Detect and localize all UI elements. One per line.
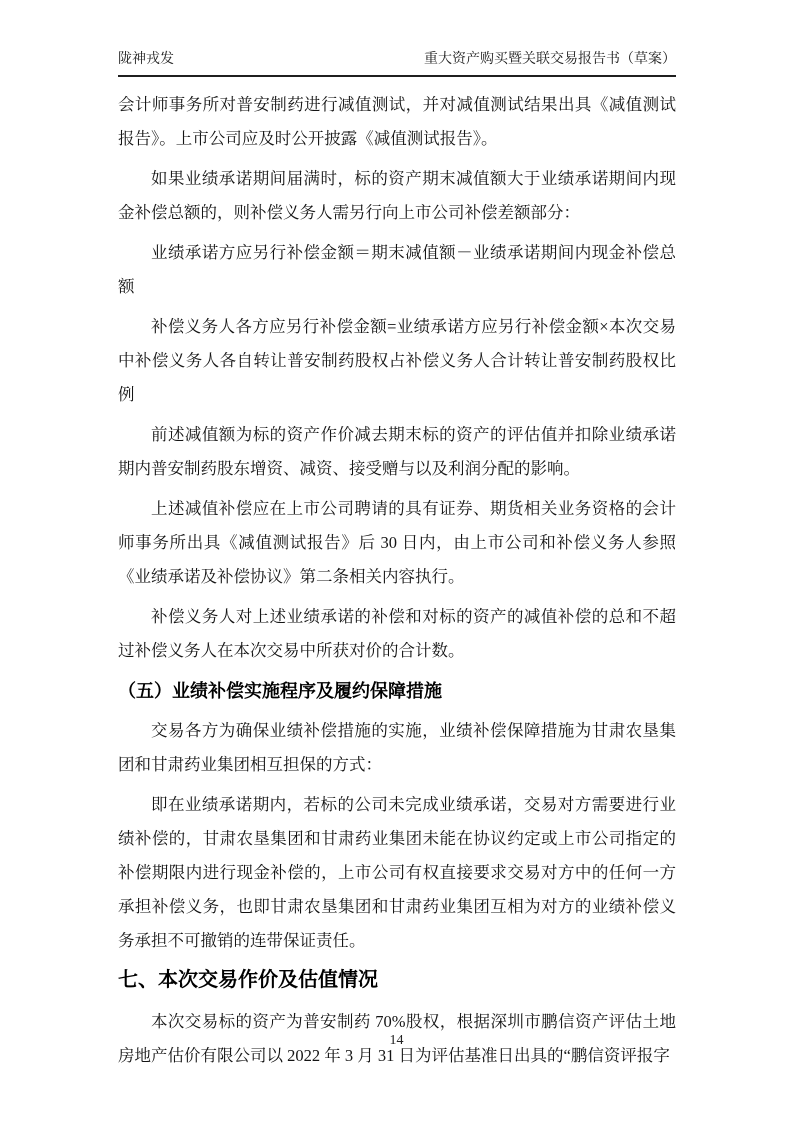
- paragraph-impairment-definition: 前述减值额为标的资产作价减去期末标的资产的评估值并扣除业绩承诺期内普安制药股东增资、减资、接受赠与以及利润分配的影响。: [118, 425, 676, 478]
- paragraph-compensation-cap: 补偿义务人对上述业绩承诺的补偿和对标的资产的减值补偿的总和不超过补偿义务人在本次交易中所获对价的合计数。: [118, 607, 676, 660]
- page-header: [118, 48, 676, 77]
- paragraph-impairment-compensation-execution: 上述减值补偿应在上市公司聘请的具有证券、期货相关业务资格的会计师事务所出具《减值测试报告》后 30 日内，由上市公司和补偿义务人参照《业绩承诺及补偿协议》第二条相关内容执行。: [118, 499, 676, 586]
- header-company-name: 陇神戎发: [118, 52, 174, 67]
- header-report-title: 重大资产购买暨关联交易报告书（草案）: [424, 52, 676, 67]
- paragraph-impairment-exceeds-cash-compensation: 如果业绩承诺期间届满时，标的资产期末减值额大于业绩承诺期间内现金补偿总额的，则补偿义务人需另行向上市公司补偿差额部分：: [118, 169, 676, 222]
- paragraph-formula-additional-compensation: 业绩承诺方应另行补偿金额＝期末减值额－业绩承诺期间内现金补偿总额: [118, 243, 676, 296]
- page-number: 14: [389, 1033, 404, 1048]
- chapter-heading-7-pricing-valuation: 七、本次交易作价及估值情况: [118, 969, 378, 991]
- paragraph-valuation-basis: 本次交易标的资产为普安制药 70%股权，根据深圳市鹏信资产评估土地房地产估价有限公司以 2022 年 3 月 31 日为评估基准日出具的“鹏信资评报字: [118, 1012, 676, 1065]
- page-footer: [0, 1033, 793, 1049]
- document-body: [118, 88, 676, 1079]
- paragraph-impairment-test-continuation: 会计师事务所对普安制药进行减值测试，并对减值测试结果出具《减值测试报告》。上市公司应及时公开披露《减值测试报告》。: [118, 95, 676, 148]
- paragraph-mutual-guarantee-detail: 即在业绩承诺期内，若标的公司未完成业绩承诺，交易对方需要进行业绩补偿的，甘肃农垦集团和甘肃药业集团未能在协议约定或上市公司指定的补偿期限内进行现金补偿的，上市公司有权直接要求交易对方中的任何一方承担补偿义务，也即甘肃农垦集团和甘肃药业集团互相为对方的业绩补偿义务承担不可撤销的连带保证责任。: [118, 795, 676, 950]
- paragraph-formula-obligor-share: 补偿义务人各方应另行补偿金额=业绩承诺方应另行补偿金额×本次交易中补偿义务人各自转让普安制药股权占补偿义务人合计转让普安制药股权比例: [118, 317, 676, 404]
- section-heading-5-performance-guarantee: （五）业绩补偿实施程序及履约保障措施: [118, 681, 442, 701]
- paragraph-mutual-guarantee-intro: 交易各方为确保业绩补偿措施的实施，业绩补偿保障措施为甘肃农垦集团和甘肃药业集团相互担保的方式：: [118, 721, 676, 774]
